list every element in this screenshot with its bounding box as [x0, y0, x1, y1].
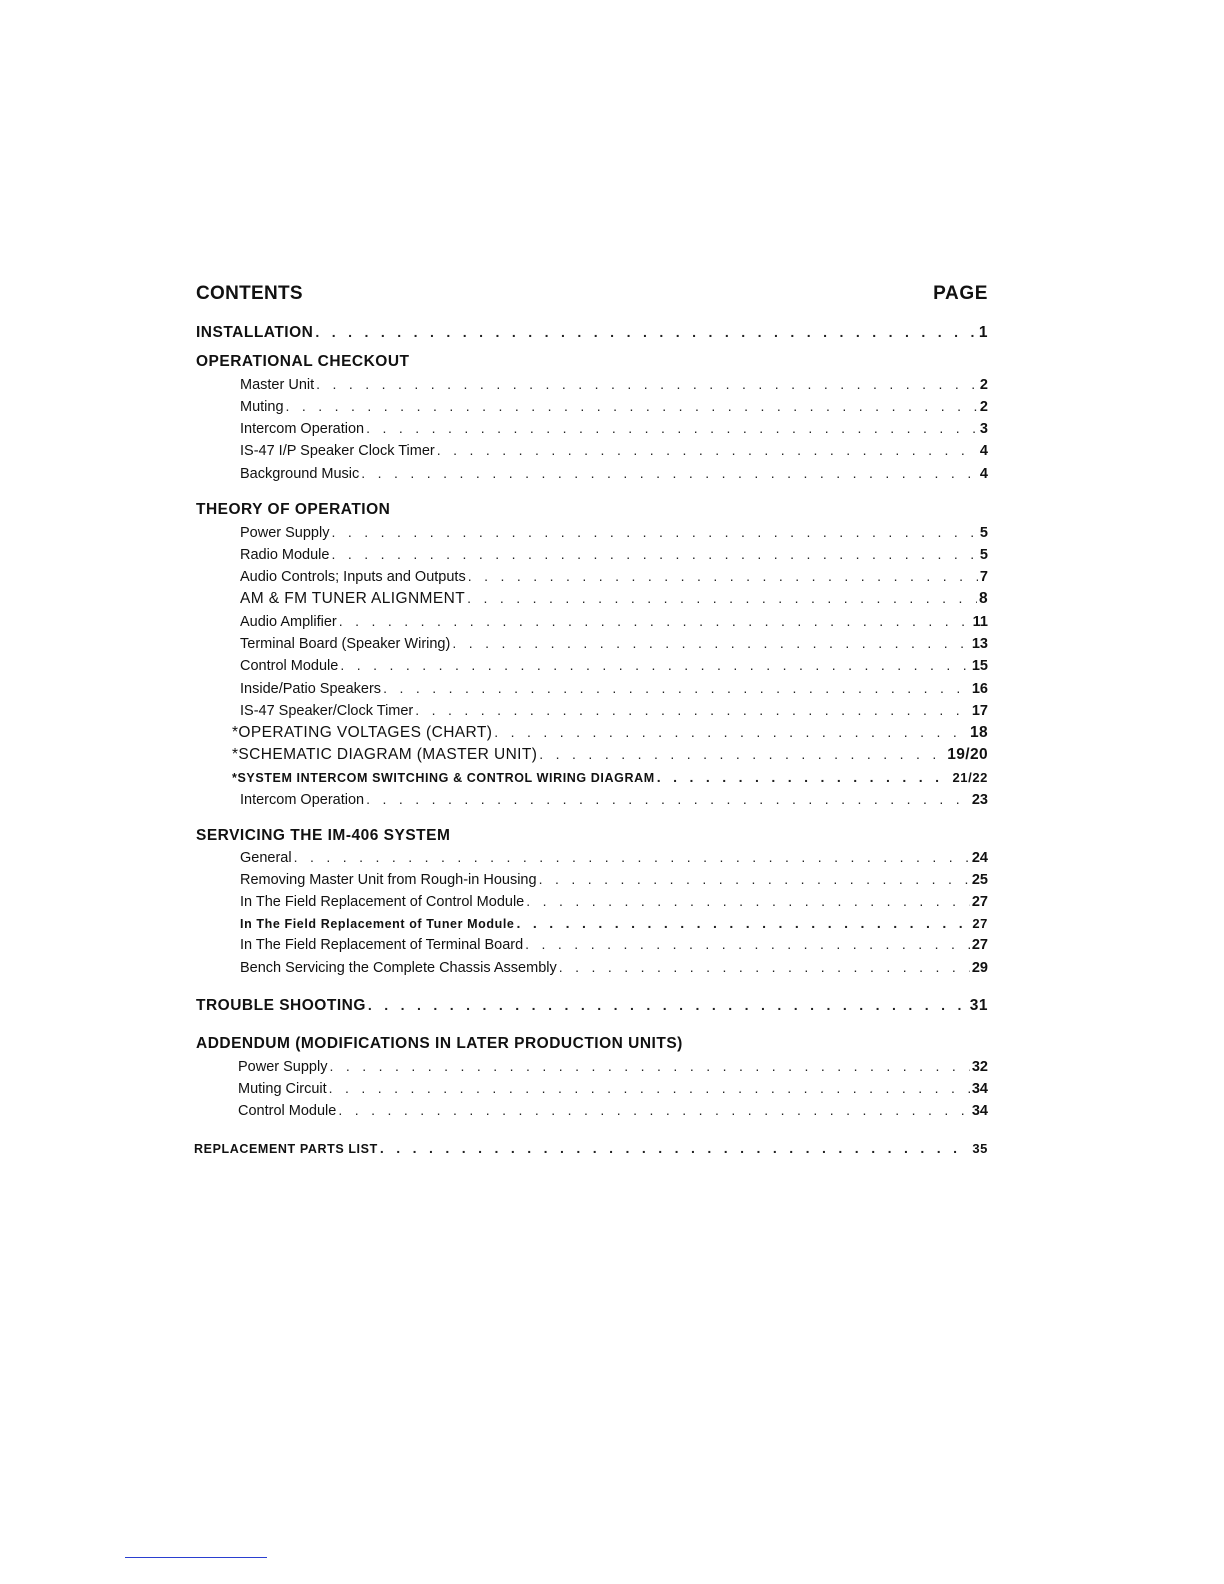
toc-entry-label: Intercom Operation — [240, 792, 365, 808]
dot-leader — [331, 546, 977, 562]
toc-entry-page: 21/22 — [952, 770, 988, 785]
footnote-rule — [125, 1557, 267, 1558]
toc-entry-page: 35 — [972, 1141, 988, 1156]
section-title-operational-checkout: OPERATIONAL CHECKOUT — [196, 353, 410, 370]
toc-entry[interactable] — [240, 442, 988, 462]
toc-entry[interactable] — [240, 420, 988, 440]
dot-leader — [525, 936, 970, 952]
toc-entry-page: 31 — [969, 997, 988, 1014]
toc-entry[interactable] — [240, 915, 988, 935]
toc-entry-page: 25 — [971, 872, 988, 888]
toc-entry-page: 19/20 — [947, 746, 988, 763]
toc-entry[interactable] — [232, 724, 988, 744]
dot-leader — [331, 524, 977, 540]
toc-entry-label: Audio Controls; Inputs and Outputs — [240, 569, 466, 585]
toc-entry-page: 2 — [979, 399, 988, 415]
dot-leader — [340, 657, 970, 673]
toc-entry[interactable] — [240, 613, 988, 633]
dot-leader — [368, 997, 968, 1013]
toc-entry-label: Muting Circuit — [238, 1081, 327, 1097]
toc-entry[interactable] — [240, 936, 988, 956]
dot-leader — [366, 791, 970, 807]
section-title-addendum: ADDENDUM (MODIFICATIONS IN LATER PRODUCTION UNITS) — [196, 1035, 683, 1052]
toc-entry-label: *SYSTEM INTERCOM SWITCHING & CONTROL WIRING DIAGRAM — [232, 771, 655, 785]
dot-leader — [452, 635, 970, 651]
dot-leader — [494, 724, 968, 740]
toc-entry-page: 27 — [971, 894, 988, 910]
toc-entry-page: 2 — [979, 377, 988, 393]
dot-leader — [559, 959, 970, 975]
toc-entry[interactable] — [240, 959, 988, 979]
toc-entry-label: Terminal Board (Speaker Wiring) — [240, 636, 451, 652]
toc-entry-label: In The Field Replacement of Tuner Module — [240, 917, 515, 931]
dot-leader — [526, 893, 970, 909]
dot-leader — [361, 465, 978, 481]
dot-leader — [338, 1102, 970, 1118]
toc-entry-label: Background Music — [240, 466, 360, 482]
toc-entry-label: TROUBLE SHOOTING — [196, 997, 366, 1014]
toc-entry[interactable] — [240, 590, 988, 610]
toc-entry-label: INSTALLATION — [196, 324, 314, 341]
toc-entry[interactable] — [240, 546, 988, 566]
toc-entry[interactable] — [240, 871, 988, 891]
toc-entry-page: 8 — [978, 590, 988, 607]
toc-entry[interactable] — [240, 849, 988, 869]
toc-entry[interactable] — [240, 465, 988, 485]
toc-entry-label: Radio Module — [240, 547, 330, 563]
toc-entry[interactable] — [240, 398, 988, 418]
toc-entry-label: *SCHEMATIC DIAGRAM (MASTER UNIT) — [232, 746, 538, 763]
toc-entry[interactable] — [238, 1102, 988, 1122]
toc-entry-page: 27 — [971, 937, 988, 953]
toc-entry-replacement-parts[interactable] — [194, 1140, 988, 1160]
toc-entry-label: REPLACEMENT PARTS LIST — [194, 1142, 378, 1156]
toc-entry-label: Inside/Patio Speakers — [240, 681, 382, 697]
toc-entry-page: 32 — [971, 1059, 988, 1075]
dot-leader — [657, 769, 951, 785]
dot-leader — [468, 568, 978, 584]
toc-entry-label: IS-47 Speaker/Clock Timer — [240, 703, 414, 719]
toc-entry[interactable] — [240, 893, 988, 913]
toc-entry-label: Intercom Operation — [240, 421, 365, 437]
toc-entry-label: Muting — [240, 399, 284, 415]
toc-entry-label: AM & FM TUNER ALIGNMENT — [240, 590, 466, 607]
dot-leader — [437, 442, 978, 458]
toc-entry-page: 27 — [972, 916, 988, 931]
toc-entry[interactable] — [240, 376, 988, 396]
dot-leader — [315, 324, 977, 340]
toc-entry-page: 1 — [978, 324, 988, 341]
toc-entry-label: Removing Master Unit from Rough-in Housing — [240, 872, 537, 888]
toc-entry-label: General — [240, 850, 292, 866]
toc-entry-page: 34 — [971, 1081, 988, 1097]
page-heading: PAGE — [933, 283, 988, 304]
toc-entry-label: *OPERATING VOLTAGES (CHART) — [232, 724, 493, 741]
toc-entry-label: Master Unit — [240, 377, 315, 393]
dot-leader — [366, 420, 978, 436]
toc-entry-page: 17 — [971, 703, 988, 719]
toc-entry-label: Power Supply — [240, 525, 330, 541]
dot-leader — [286, 398, 978, 414]
dot-leader — [539, 871, 970, 887]
dot-leader — [316, 376, 978, 392]
toc-entry-label: Bench Servicing the Complete Chassis Assembly — [240, 960, 557, 976]
dot-leader — [467, 590, 977, 606]
contents-heading: CONTENTS — [196, 283, 303, 304]
toc-entry-label: IS-47 I/P Speaker Clock Timer — [240, 443, 435, 459]
section-title-theory-of-operation: THEORY OF OPERATION — [196, 501, 391, 518]
toc-entry[interactable] — [240, 657, 988, 677]
dot-leader — [329, 1080, 970, 1096]
toc-entry-label: Control Module — [238, 1103, 337, 1119]
toc-entry-page: 4 — [979, 466, 988, 482]
toc-entry-label: In The Field Replacement of Control Module — [240, 894, 525, 910]
toc-entry-label: Audio Amplifier — [240, 614, 337, 630]
dot-leader — [380, 1140, 971, 1156]
toc-entry[interactable] — [240, 680, 988, 700]
dot-leader — [516, 915, 970, 931]
toc-entry-page: 24 — [971, 850, 988, 866]
toc-entry-page: 5 — [979, 547, 988, 563]
toc-entry-page: 18 — [969, 724, 988, 741]
toc-entry[interactable] — [240, 791, 988, 811]
toc-entry[interactable] — [238, 1058, 988, 1078]
toc-entry-installation[interactable] — [196, 324, 988, 344]
toc-entry-page: 29 — [971, 960, 988, 976]
toc-entry-page: 11 — [972, 614, 988, 630]
toc-entry-page: 15 — [971, 658, 988, 674]
toc-entry[interactable] — [240, 702, 988, 722]
toc-entry-page: 7 — [979, 569, 988, 585]
toc-entry-label: Control Module — [240, 658, 339, 674]
toc-entry-page: 13 — [971, 636, 988, 652]
dot-leader — [415, 702, 970, 718]
toc-entry-page: 5 — [979, 525, 988, 541]
toc-entry[interactable] — [240, 635, 988, 655]
dot-leader — [383, 680, 970, 696]
toc-entry[interactable] — [232, 769, 988, 789]
dot-leader — [329, 1058, 969, 1074]
toc-entry-label: In The Field Replacement of Terminal Board — [240, 937, 524, 953]
dot-leader — [539, 746, 945, 762]
toc-entry-page: 3 — [979, 421, 988, 437]
toc-entry[interactable] — [238, 1080, 988, 1100]
dot-leader — [294, 849, 970, 865]
toc-entry-page: 34 — [971, 1103, 988, 1119]
dot-leader — [339, 613, 971, 629]
toc-entry[interactable] — [232, 746, 988, 766]
toc-entry-label: Power Supply — [238, 1059, 328, 1075]
toc-entry-page: 23 — [971, 792, 988, 808]
toc-entry-trouble-shooting[interactable] — [196, 997, 988, 1017]
toc-entry-page: 4 — [979, 443, 988, 459]
toc-entry-page: 16 — [971, 681, 988, 697]
toc-entry[interactable] — [240, 568, 988, 588]
section-title-servicing: SERVICING THE IM-406 SYSTEM — [196, 827, 451, 844]
toc-entry[interactable] — [240, 524, 988, 544]
